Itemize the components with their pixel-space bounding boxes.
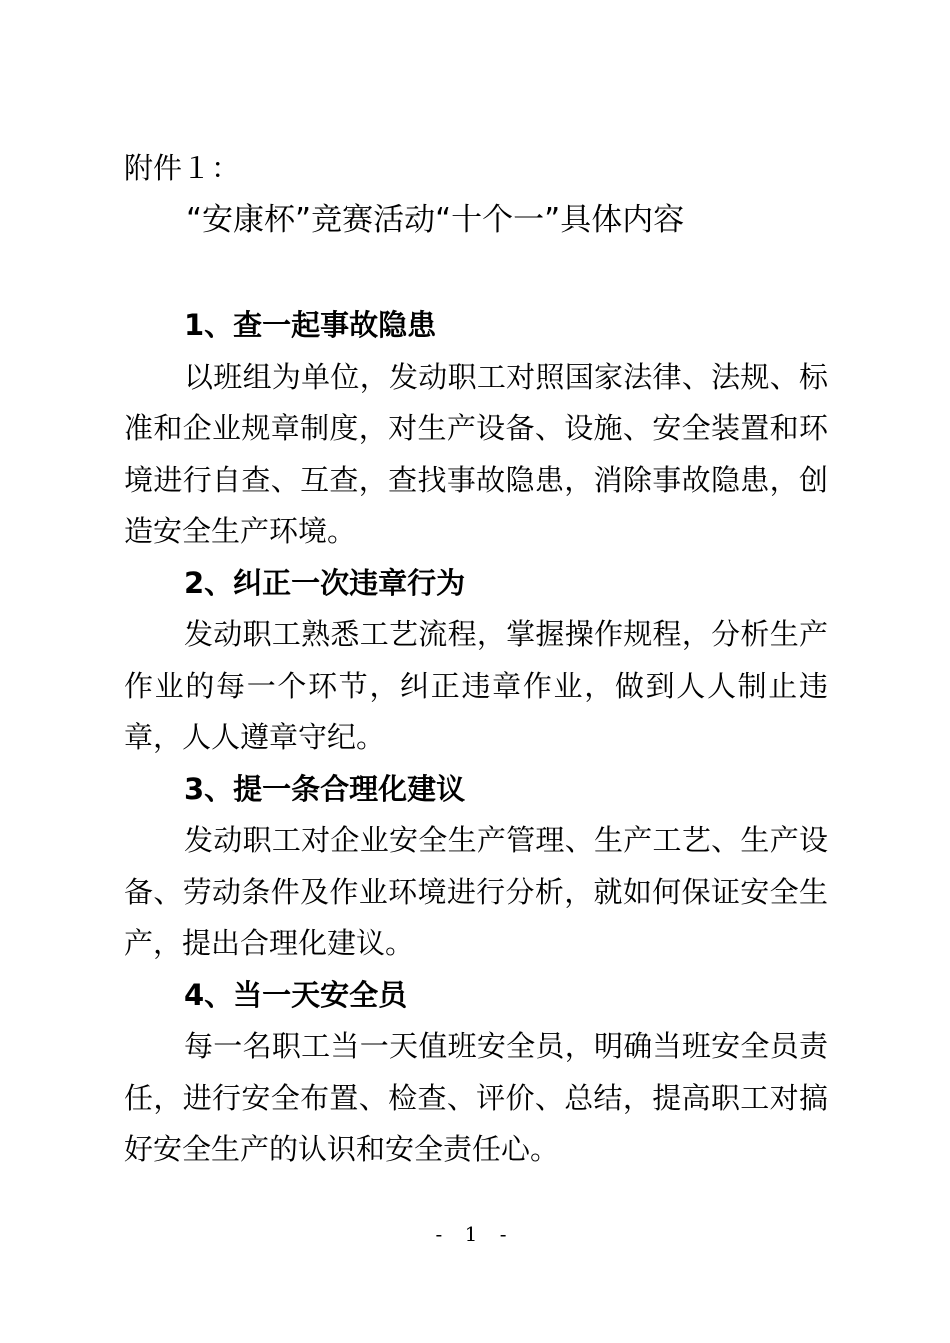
section-heading: 1、查一起事故隐患 (184, 308, 437, 342)
section-body: 发动职工对企业安全生产管理、生产工艺、生产设备、劳动条件及作业环境进行分析，就如何保证安全生产，提出合理化建议。 (124, 823, 828, 960)
page-number: - 1 - (435, 1222, 515, 1246)
section-body: 以班组为单位，发动职工对照国家法律、法规、标准和企业规章制度，对生产设备、设施、安全装置和环境进行自查、互查，查找事故隐患，消除事故隐患，创造安全生产环境。 (124, 359, 828, 548)
attachment-label: 附件１： (124, 151, 241, 185)
section-heading: 2、纠正一次违章行为 (184, 565, 466, 600)
section-heading: 4、当一天安全员 (184, 977, 408, 1012)
document-body (124, 300, 828, 1176)
document-title: “安康杯”竞赛活动“十个一”具体内容 (186, 202, 685, 238)
section-body: 每一名职工当一天值班安全员，明确当班安全员责任，进行安全布置、检查、评价、总结，提高职工对搞好安全生产的认识和安全责任心。 (124, 1029, 828, 1166)
section-heading: 3、提一条合理化建议 (184, 771, 466, 806)
section-body: 发动职工熟悉工艺流程，掌握操作规程，分析生产作业的每一个环节，纠正违章作业，做到人人制止违章，人人遵章守纪。 (124, 617, 828, 754)
